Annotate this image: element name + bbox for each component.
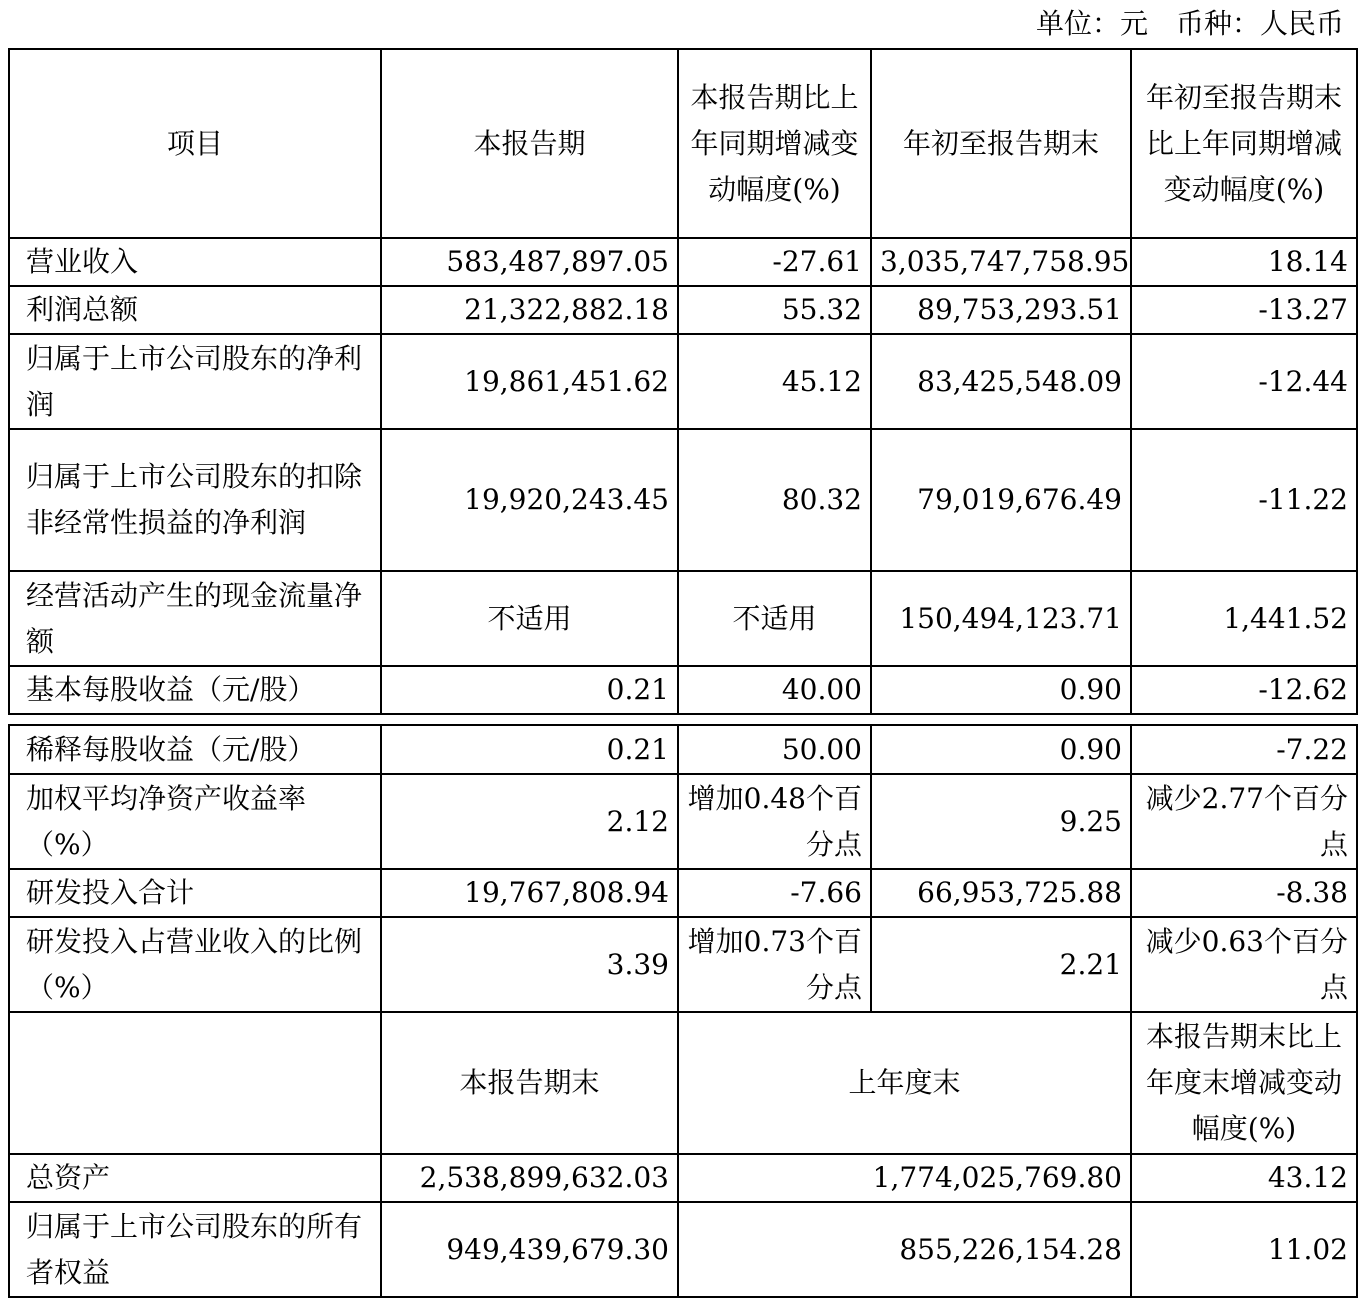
unit-currency-note: 单位：元 币种：人民币 xyxy=(1035,7,1344,40)
row-label: 基本每股收益（元/股） xyxy=(9,666,381,714)
cell-bs-change: 43.12 xyxy=(1131,1154,1357,1202)
table-row xyxy=(9,334,1357,429)
table-row xyxy=(9,725,1357,774)
cell-ytd: 83,425,548.09 xyxy=(871,334,1131,429)
cell-current: 19,861,451.62 xyxy=(381,334,678,429)
table-row xyxy=(9,869,1357,917)
cell-current: 2.12 xyxy=(381,774,678,869)
cell-current: 0.21 xyxy=(381,725,678,774)
header-item: 项目 xyxy=(9,49,381,238)
cell-current: 583,487,897.05 xyxy=(381,238,678,286)
cell-current: 0.21 xyxy=(381,666,678,714)
row-label: 归属于上市公司股东的扣除非经常性损益的净利润 xyxy=(9,429,381,571)
cell-current-change: 45.12 xyxy=(678,334,871,429)
table-row xyxy=(9,666,1357,714)
cell-ytd-change: 18.14 xyxy=(1131,238,1357,286)
cell-current: 3.39 xyxy=(381,917,678,1012)
row-label: 研发投入占营业收入的比例（%） xyxy=(9,917,381,1012)
row-label: 经营活动产生的现金流量净额 xyxy=(9,571,381,666)
row-label: 利润总额 xyxy=(9,286,381,334)
financial-table-main xyxy=(8,48,1358,715)
cell-ytd-change: -12.62 xyxy=(1131,666,1357,714)
cell-period-end: 2,538,899,632.03 xyxy=(381,1154,678,1202)
table-row xyxy=(9,571,1357,666)
row-label: 研发投入合计 xyxy=(9,869,381,917)
cell-prior-year-end: 1,774,025,769.80 xyxy=(678,1154,1131,1202)
cell-ytd: 0.90 xyxy=(871,666,1131,714)
cell-current-change: -27.61 xyxy=(678,238,871,286)
cell-ytd: 9.25 xyxy=(871,774,1131,869)
cell-current: 19,767,808.94 xyxy=(381,869,678,917)
balance-header-row xyxy=(9,1012,1357,1154)
header-blank xyxy=(9,1012,381,1154)
cell-ytd-change: -11.22 xyxy=(1131,429,1357,571)
cell-current: 不适用 xyxy=(381,571,678,666)
cell-current-change: 不适用 xyxy=(678,571,871,666)
row-label: 归属于上市公司股东的净利润 xyxy=(9,334,381,429)
cell-bs-change: 11.02 xyxy=(1131,1202,1357,1297)
header-current-change: 本报告期比上年同期增减变动幅度(%) xyxy=(678,49,871,238)
cell-current-change: -7.66 xyxy=(678,869,871,917)
header-bs-change: 本报告期末比上年度末增减变动幅度(%) xyxy=(1131,1012,1357,1154)
table-row xyxy=(9,1154,1357,1202)
cell-ytd-change: -13.27 xyxy=(1131,286,1357,334)
table-row xyxy=(9,238,1357,286)
table-row xyxy=(9,286,1357,334)
table-header-row xyxy=(9,49,1357,238)
row-label: 总资产 xyxy=(9,1154,381,1202)
cell-period-end: 949,439,679.30 xyxy=(381,1202,678,1297)
row-label: 加权平均净资产收益率（%） xyxy=(9,774,381,869)
table-row xyxy=(9,774,1357,869)
cell-ytd: 0.90 xyxy=(871,725,1131,774)
cell-current: 19,920,243.45 xyxy=(381,429,678,571)
cell-ytd: 66,953,725.88 xyxy=(871,869,1131,917)
row-label: 营业收入 xyxy=(9,238,381,286)
table-row xyxy=(9,429,1357,571)
cell-ytd-change: -8.38 xyxy=(1131,869,1357,917)
cell-ytd: 79,019,676.49 xyxy=(871,429,1131,571)
financial-table-continued xyxy=(8,724,1358,1298)
cell-ytd: 150,494,123.71 xyxy=(871,571,1131,666)
header-period-end: 本报告期末 xyxy=(381,1012,678,1154)
cell-ytd: 3,035,747,758.95 xyxy=(871,238,1131,286)
header-ytd-change: 年初至报告期末比上年同期增减变动幅度(%) xyxy=(1131,49,1357,238)
cell-ytd-change: -7.22 xyxy=(1131,725,1357,774)
row-label: 归属于上市公司股东的所有者权益 xyxy=(9,1202,381,1297)
cell-ytd-change: 减少2.77个百分点 xyxy=(1131,774,1357,869)
header-current-period: 本报告期 xyxy=(381,49,678,238)
table-row xyxy=(9,1202,1357,1297)
table-row xyxy=(9,917,1357,1012)
cell-current-change: 55.32 xyxy=(678,286,871,334)
cell-current-change: 50.00 xyxy=(678,725,871,774)
cell-current: 21,322,882.18 xyxy=(381,286,678,334)
cell-ytd-change: 1,441.52 xyxy=(1131,571,1357,666)
cell-ytd: 89,753,293.51 xyxy=(871,286,1131,334)
row-label: 稀释每股收益（元/股） xyxy=(9,725,381,774)
cell-current-change: 40.00 xyxy=(678,666,871,714)
cell-ytd-change: -12.44 xyxy=(1131,334,1357,429)
header-ytd: 年初至报告期末 xyxy=(871,49,1131,238)
cell-prior-year-end: 855,226,154.28 xyxy=(678,1202,1131,1297)
cell-ytd-change: 减少0.63个百分点 xyxy=(1131,917,1357,1012)
cell-current-change: 80.32 xyxy=(678,429,871,571)
cell-ytd: 2.21 xyxy=(871,917,1131,1012)
header-prior-year-end: 上年度末 xyxy=(678,1012,1131,1154)
cell-current-change: 增加0.73个百分点 xyxy=(678,917,871,1012)
cell-current-change: 增加0.48个百分点 xyxy=(678,774,871,869)
